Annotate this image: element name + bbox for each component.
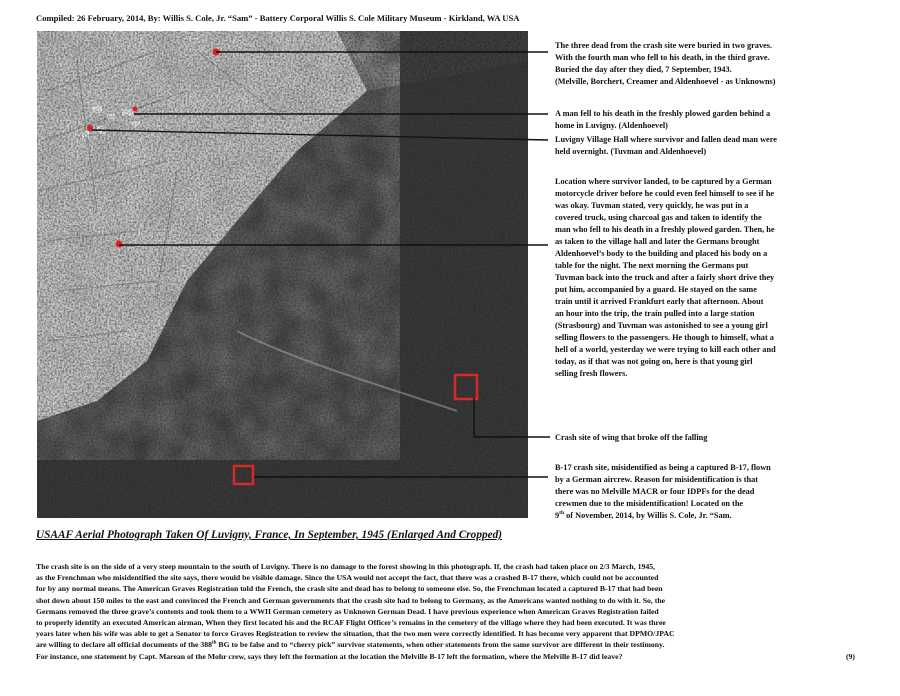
body-line: Germans removed the three grave’s contents and took them to a WWII German cemetery as Unknown German Dead. I have previous experience when American Graves Registration failed: [36, 606, 659, 616]
body-line: [36, 639, 881, 650]
annotation-line: table for the night. The next morning the Germans put: [555, 261, 749, 270]
annotation-line: was okay. Tuvman stated, very quickly, he was put in a: [555, 201, 749, 210]
annotation-line: (Strasbourg) and Tuvman was astonished to see a young girl: [555, 321, 768, 330]
aerial-photograph: [37, 31, 528, 518]
annotation-survivor: [555, 176, 880, 380]
annotation-graves: [555, 40, 880, 88]
date-rest: of November, 2014, by Willis S. Cole, Jr. “Sam.: [564, 511, 732, 520]
annotation-line: crewmen due to the misidentification! Located on the: [555, 499, 744, 508]
photo-caption: USAAF Aerial Photograph Taken Of Luvigny, France, In September, 1945 (Enlarged And Cropped): [36, 529, 503, 541]
annotation-line: home in Luvigny. (Aldenhoevel): [555, 121, 668, 130]
annotation-line: there was no Melville MACR or four IDPFs for the dead: [555, 487, 755, 496]
annotation-line: hell of a world, yesterday we were trying to kill each other and: [555, 345, 776, 354]
compiled-header: Compiled: 26 February, 2014, By: Willis S. Cole, Jr. “Sam” - Battery Corporal Willis S. Cole Military Museum - Kirkland, WA USA: [36, 13, 520, 23]
body-text: are willing to declare all official documents of the 388: [36, 640, 213, 650]
annotation-line: Crash site of wing that broke off the falling: [555, 433, 708, 442]
annotation-line: today, as if that was not going on, here is that young girl: [555, 357, 753, 366]
body-line: for by any normal means. The American Graves Registration told the French, the crash site and dead has to belong to someone else. So, the Frenchman located a captured B-17 that had been: [36, 584, 663, 594]
annotation-line: by a German aircrew. Reason for misidentification is that: [555, 475, 759, 484]
annotation-line: Luvigny Village Hall where survivor and fallen dead man were: [555, 135, 777, 144]
annotation-line: [555, 510, 880, 522]
date-ordinal: th: [559, 510, 565, 517]
body-line: to properly identify an executed American airman, When they first located his and the RCAF Flight Officer’s remains in the cemetery of the village where they had been executed. It was three: [36, 618, 666, 628]
annotation-line: held overnight. (Tuvman and Aldenhoevel): [555, 147, 707, 156]
annotation-line: train until it arrived Frankfurt early that afternoon. About: [555, 297, 764, 306]
annotation-line: Aldenhoevel’s body to the building and placed his body on a: [555, 249, 768, 258]
survivor-landing-marker: [116, 241, 123, 248]
annotation-line: A man fell to his death in the freshly plowed garden behind a: [555, 109, 771, 118]
annotation-crash-site: [555, 462, 880, 522]
annotation-line: man who fell to his death in a freshly plowed garden. Then, he: [555, 225, 775, 234]
garden-marker: [133, 107, 138, 112]
annotation-line: put him, accompanied by a guard. He stayed on the same: [555, 285, 757, 294]
body-line: [36, 651, 881, 662]
body-line: years later when his wife was able to get a Senator to force Graves Registration to review the situation, that the two men were correctly identified. It has become very apparent that DPMO/JPAC: [36, 629, 675, 639]
village-hall-marker: [87, 125, 93, 131]
annotation-garden: [555, 108, 880, 132]
annotation-line: (Melville, Borchert, Creamer and Aldenhoevel - as Unknowns): [555, 77, 776, 86]
annotation-line: selling fresh flowers.: [555, 369, 628, 378]
body-line: shot down about 150 miles to the east and convinced the French and German governments that the crash site had to belong to Germany, as the Americans wanted nothing to do with it. So, the: [36, 595, 666, 605]
body-line: as the Frenchman who misidentified the site says, there would be visible damage. Since the USA would not accept the fact, that there was a crashed B-17 there, which could not be accounted: [36, 573, 659, 583]
annotation-line: With the fourth man who fell to his death, in the third grave.: [555, 53, 770, 62]
grave-marker: [213, 49, 220, 56]
annotation-line: as taken to the village hall and later the Germans brought: [555, 237, 760, 246]
annotation-village-hall: [555, 134, 880, 158]
annotation-wing: [555, 432, 880, 444]
body-paragraph: [36, 561, 881, 662]
annotation-line: selling flowers to the passengers. He though to himself, what a: [555, 333, 774, 342]
annotation-line: covered truck, using charcoal gas and taken to identify the: [555, 213, 762, 222]
annotation-line: The three dead from the crash site were buried in two graves.: [555, 41, 773, 50]
annotation-line: motorcycle driver before he could even feel himself to see if he: [555, 189, 775, 198]
body-text: BG to be false and to “cherry pick” survivor statements, when other statements from the same survivor are different in their testimony.: [216, 640, 665, 650]
ordinal-suffix: th: [212, 640, 217, 646]
annotation-line: Buried the day after they died, 7 September, 1943.: [555, 65, 732, 74]
annotation-line: B-17 crash site, misidentified as being a captured B-17, flown: [555, 463, 771, 472]
page-number: (9): [845, 651, 855, 661]
annotation-line: an hour into the trip, the train pulled into a large station: [555, 309, 755, 318]
body-text: For instance, one statement by Capt. Marean of the Mohr crew, says they left the formation at the location the Melville B-17 left the formation, where the Melville B-17 did leave?: [36, 651, 623, 661]
body-line: The crash site is on the side of a very steep mountain to the south of Luvigny. There is no damage to the forest showing in this photograph. If, the crash had taken place on 2/3 March, 1945,: [36, 562, 656, 571]
annotation-line: Location where survivor landed, to be captured by a German: [555, 177, 772, 186]
date-day: 9: [555, 511, 560, 520]
annotation-line: Tuvman back into the truck and after a fairly short drive they: [555, 273, 775, 282]
